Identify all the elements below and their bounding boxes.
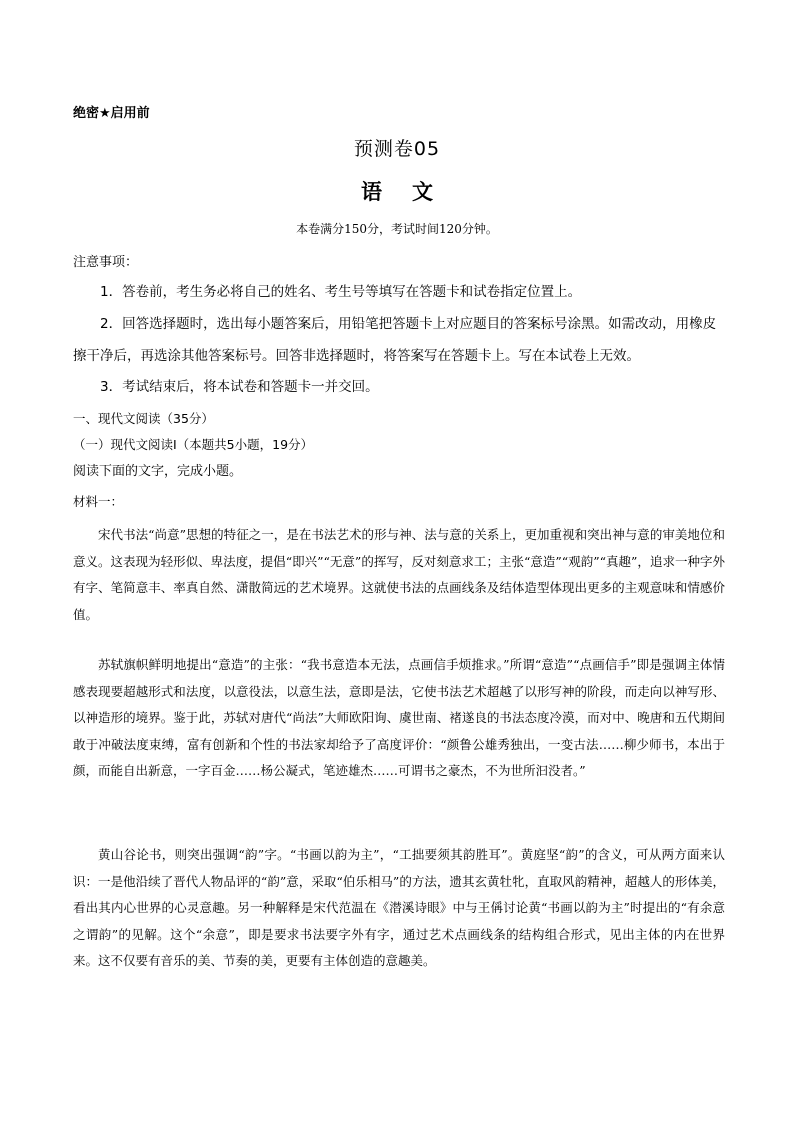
- subject-title: 语文: [361, 180, 463, 204]
- secret-label: 绝密★启用前: [73, 106, 150, 121]
- notice-item-1: 1．答卷前，考生务必将自己的姓名、考生号等填写在答题卡和试卷指定位置上。: [100, 284, 582, 300]
- section-subheading: （一）现代文阅读Ⅰ（本题共5小题，19分）: [73, 437, 314, 452]
- section-heading: 一、现代文阅读（35分）: [73, 411, 214, 426]
- material-paragraph: 宋代书法“尚意”思想的特征之一，是在书法艺术的形与神、法与意的关系上，更加重视和突出神与意的审美地位和意义。这表现为轻形似、卑法度，提倡“即兴”“无意”的挥写，反对刻意求工；主张“意造”“观韵”“真趣”，追求一种字外有字、笔简意丰、率真自然、潇散简远的艺术境界。这就使书法的点画线条及结体造型体现出更多的主观意味和情感价值。: [73, 527, 725, 622]
- notice-heading: 注意事项：: [73, 255, 139, 270]
- score-time-line: 本卷满分150分，考试时间120分钟。: [296, 222, 498, 236]
- notice-item-2: 2．回答选择题时，选出每小题答案后，用铅笔把答题卡上对应题目的答案标号涂黑。如需改动，用橡皮擦干净后，再选涂其他答案标号。回答非选择题时，将答案写在答题卡上。写在本试卷上无效。: [73, 316, 717, 364]
- reading-instruction: 阅读下面的文字，完成小题。: [73, 464, 243, 479]
- paper-title: 预测卷05: [353, 138, 441, 160]
- material-label: 材料一：: [73, 494, 124, 509]
- material-paragraph: 苏轼旗帜鲜明地提出“意造”的主张：“我书意造本无法，点画信手烦推求。”所谓“意造”“点画信手”即是强调主体情感表现要超越形式和法度，以意役法，以意生法，意即是法，它使书法艺术超越了以形写神的阶段，而走向以神写形、以神造形的境界。鉴于此，苏轼对唐代“尚法”大师欧阳询、虞世南、褚遂良的书法态度冷漠，而对中、晚唐和五代期间敢于冲破法度束缚，富有创新和个性的书法家却给予了高度评价：“颜鲁公雄秀独出，一变古法……柳少师书，本出于颜，而能自出新意，一字百金……杨公凝式，笔迹雄杰……可谓书之豪杰，不为世所汩没者。”: [73, 657, 725, 778]
- notice-item-3: 3．考试结束后，将本试卷和答题卡一并交回。: [100, 379, 379, 395]
- material-paragraph: 黄山谷论书，则突出强调“韵”字。“书画以韵为主”，“工拙要须其韵胜耳”。黄庭坚“韵”的含义，可从两方面来认识：一是他沿续了晋代人物品评的“韵”意，采取“伯乐相马”的方法，遗其玄黄牡牝，直取风韵精神，超越人的形体美，看出其内心世界的心灵意趣。另一种解释是宋代范温在《潜溪诗眼》中与王偁讨论黄“书画以韵为主”时提出的“有余意之谓韵”的见解。这个“余意”，即是要求书法要字外有字，通过艺术点画线条的结构组合形式，见出主体的内在世界来。这不仅要有音乐的美、节奏的美，更要有主体创造的意趣美。: [73, 847, 725, 968]
